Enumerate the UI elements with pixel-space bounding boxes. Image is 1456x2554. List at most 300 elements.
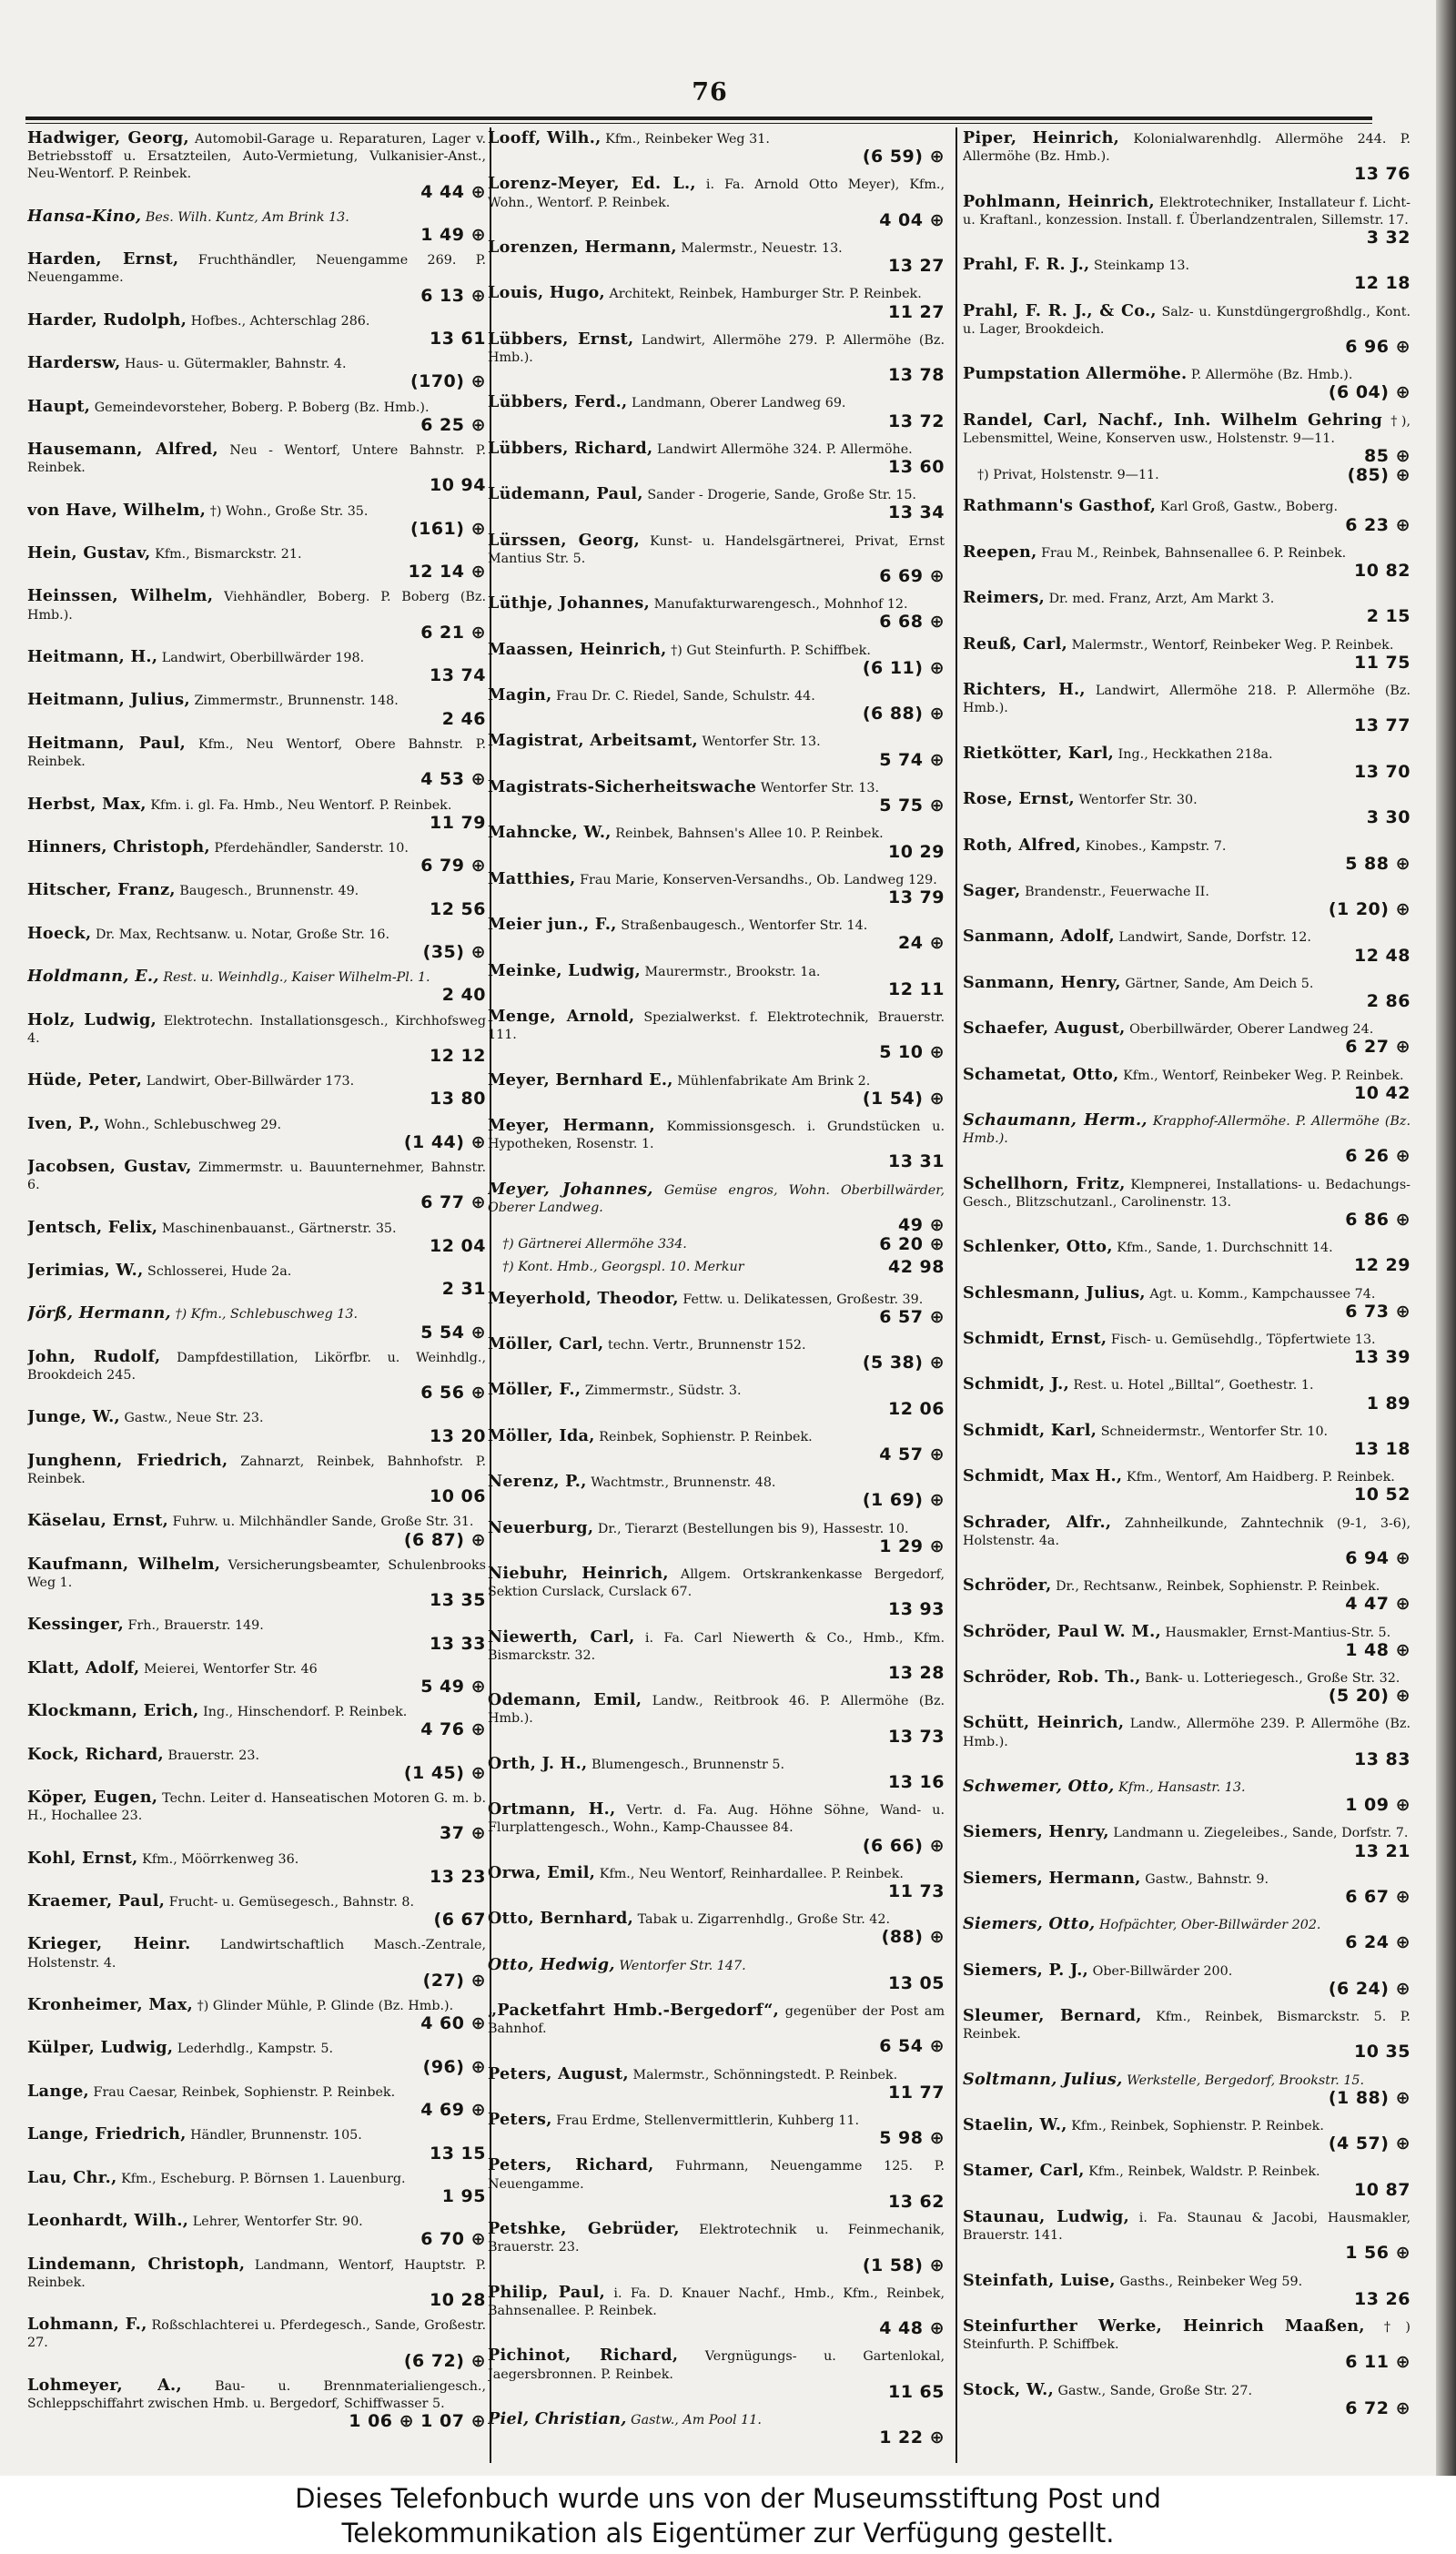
- entry-phone: 5 74 ⊕: [879, 749, 945, 770]
- directory-entry: [27, 925, 486, 968]
- entry-name: Lohmeyer, A.,: [27, 2375, 182, 2395]
- entry-name: Hüde, Peter,: [27, 1070, 143, 1090]
- entry-name: Lüthje, Johannes,: [488, 593, 651, 613]
- entry-phone: 6 70 ⊕: [420, 2229, 486, 2250]
- entry-phone: (6 72) ⊕: [403, 2350, 486, 2371]
- entry-name: Rose, Ernst,: [963, 789, 1075, 809]
- entry-name: Leonhardt, Wilh.,: [27, 2211, 189, 2231]
- entry-phone: (170) ⊕: [410, 371, 486, 392]
- entry-phone: 6 72 ⊕: [1345, 2397, 1410, 2418]
- entry-details: Lehrer, Wentorfer Str. 90.: [192, 2214, 363, 2230]
- entry-phone: 6 96 ⊕: [1345, 337, 1410, 358]
- entry-phone: 1 48 ⊕: [1345, 1639, 1410, 1660]
- directory-entry: [27, 881, 486, 924]
- entry-details: Werkstelle, Bergedorf, Brookstr. 15.: [1127, 2073, 1365, 2088]
- entry-name: Meyer, Hermann,: [488, 1115, 655, 1135]
- entry-phone: 12 14 ⊕: [408, 562, 486, 583]
- entry-name: Siemers, P. J.,: [963, 1960, 1089, 1980]
- entry-phone: 13 15: [430, 2143, 486, 2164]
- directory-entry: [488, 2156, 945, 2220]
- directory-entry: [27, 1408, 486, 1451]
- entry-details: Kolonialwarenhdlg. Allermöhe 244. P. Allermöhe (Bz. Hmb.).: [963, 132, 1410, 165]
- entry-phone: 3 30: [1366, 807, 1410, 828]
- entry-phone: 4 48 ⊕: [879, 2318, 945, 2339]
- entry-name: Siemers, Otto,: [963, 1914, 1096, 1934]
- entry-details: Zahnheilkunde, Zahntechnik (9-1, 3-6), Holstenstr. 4a.: [963, 1515, 1410, 1548]
- entry-phone: 13 26: [1354, 2288, 1410, 2309]
- directory-entry: [27, 502, 486, 544]
- entry-name: Sanmann, Henry,: [963, 972, 1121, 992]
- entry-details: Bau- u. Brennmaterialiengesch., Schleppschiffahrt zwischen Hmb. u. Bergedorf, Schiffwasser 5.: [27, 2378, 486, 2411]
- directory-entry: [27, 1219, 486, 1262]
- directory-entry: [488, 2065, 945, 2111]
- entry-phone: 6 79 ⊕: [420, 856, 486, 877]
- entry-phone: 1 06 ⊕ 1 07 ⊕: [349, 2411, 486, 2432]
- entry-details: Gastw., Neue Str. 23.: [124, 1411, 264, 1426]
- directory-entry: [963, 635, 1410, 681]
- entry-name: Lorenz-Meyer, Ed. L.,: [488, 174, 696, 194]
- entry-name: Lüdemann, Paul,: [488, 484, 643, 504]
- entry-details: Straßenbaugesch., Wentorfer Str. 14.: [621, 918, 868, 934]
- entry-name: Kessinger,: [27, 1615, 124, 1635]
- directory-entry: [963, 790, 1410, 836]
- directory-entry: [27, 1348, 486, 1409]
- entry-phone: 4 53 ⊕: [420, 769, 486, 790]
- entry-phone: 6 94 ⊕: [1345, 1548, 1410, 1568]
- entry-details: Landmann, Wentorf, Hauptstr. P. Reinbek.: [27, 2257, 486, 2290]
- entry-details: Gasths., Reinbeker Weg 59.: [1119, 2274, 1303, 2289]
- entry-subline: [488, 1259, 945, 1282]
- directory-entry: [488, 1565, 945, 1628]
- directory-entry: [488, 1519, 945, 1565]
- entry-name: Kronheimer, Max,: [27, 1995, 194, 2015]
- entry-name: Piel, Christian,: [488, 2408, 627, 2428]
- entry-name: John, Rudolf,: [27, 1346, 161, 1366]
- entry-name: Magistrat, Arbeitsamt,: [488, 731, 698, 751]
- entry-details: Zahnarzt, Reinbek, Bahnhofstr. P. Reinbek.: [27, 1454, 486, 1486]
- entry-details: Landwirt, Sande, Dorfstr. 12.: [1118, 930, 1311, 946]
- entry-details: Frau Marie, Konserven-Versandhs., Ob. Landweg 129.: [580, 872, 937, 887]
- entry-details: Fruchthändler, Neuengamme 269. P. Neuengamme.: [27, 253, 486, 286]
- entry-details: Bank- u. Lotteriegesch., Große Str. 32.: [1145, 1671, 1400, 1687]
- entry-phone: 13 76: [1354, 164, 1410, 185]
- entry-details: Viehhändler, Boberg. P. Boberg (Bz. Hmb.).: [27, 590, 486, 623]
- entry-name: Peters, Richard,: [488, 2155, 654, 2175]
- entry-details: Kfm. i. gl. Fa. Hmb., Neu Wentorf. P. Reinbek.: [150, 797, 452, 813]
- entry-phone: 10 82: [1354, 561, 1410, 582]
- entry-details: Fettw. u. Delikatessen, Großestr. 39.: [682, 1292, 924, 1307]
- entry-name: Schmidt, Max H.,: [963, 1466, 1123, 1486]
- entry-name: Lindemann, Christoph,: [27, 2254, 246, 2274]
- entry-phone: 4 76 ⊕: [420, 1719, 486, 1740]
- directory-entry: [488, 1628, 945, 1692]
- directory-entry: [27, 648, 486, 691]
- directory-entry: [27, 1789, 486, 1850]
- directory-entry: [963, 882, 1410, 927]
- entry-phone: 4 57 ⊕: [879, 1444, 945, 1464]
- footer-note: [0, 2476, 1456, 2554]
- entry-name: Piper, Heinrich,: [963, 129, 1120, 147]
- entry-name: Lübbers, Ferd.,: [488, 392, 628, 412]
- entry-phone: 1 56 ⊕: [1345, 2243, 1410, 2264]
- entry-subline: [963, 467, 1410, 490]
- entry-name: Ortmann, H.,: [488, 1799, 616, 1819]
- entry-details: Manufakturwarengesch., Mohnhof 12.: [653, 597, 908, 613]
- entry-phone: 6 24 ⊕: [1345, 1932, 1410, 1953]
- directory-entry: [27, 1115, 486, 1158]
- entry-name: Heitmann, Paul,: [27, 733, 187, 753]
- entry-phone: 10 06: [430, 1486, 486, 1507]
- entry-phone: 6 68 ⊕: [879, 612, 945, 633]
- directory-entry: [963, 256, 1410, 301]
- entry-phone: (6 59) ⊕: [862, 147, 945, 167]
- entry-phone: 4 04 ⊕: [879, 209, 945, 230]
- entry-details: Maurermstr., Brookstr. 1a.: [644, 964, 821, 979]
- footer-line-1: Dieses Telefonbuch wurde uns von der Museumsstiftung Post und: [295, 2483, 1161, 2514]
- entry-details: Zimmermstr., Südstr. 3.: [584, 1383, 742, 1399]
- directory-entry: [27, 2212, 486, 2255]
- entry-name: Petshke, Gebrüder,: [488, 2219, 680, 2239]
- entry-phone: 11 27: [888, 301, 945, 322]
- entry-details: Architekt, Reinbek, Hamburger Str. P. Reinbek.: [609, 287, 922, 302]
- entry-details: Fuhrmann, Neuengamme 125. P. Neuengamme.: [488, 2159, 945, 2192]
- entry-name: Peters, August,: [488, 2063, 629, 2083]
- entry-details: †) Steinfurth. P. Schiffbek.: [963, 2319, 1410, 2353]
- entry-phone: 1 89: [1366, 1393, 1410, 1414]
- entry-details: Landwirt, Allermöhe 218. P. Allermöhe (Bz. Hmb.).: [963, 684, 1410, 716]
- entry-name: Schametat, Otto,: [963, 1064, 1119, 1084]
- entry-phone: 4 69 ⊕: [420, 2100, 486, 2121]
- entry-name: Hitscher, Franz,: [27, 880, 176, 900]
- directory-entry: [488, 393, 945, 439]
- entry-details: Gastw., Sande, Große Str. 27.: [1057, 2383, 1253, 2398]
- directory-entry: [488, 175, 945, 238]
- directory-entry: [27, 1158, 486, 1219]
- directory-entry: [963, 1175, 1410, 1239]
- entry-name: Jerimias, W.,: [27, 1260, 144, 1280]
- directory-entry: [963, 302, 1410, 366]
- entry-details: Reinbek, Sophienstr. P. Reinbek.: [599, 1429, 813, 1444]
- entry-name: Schmidt, Ernst,: [963, 1328, 1107, 1348]
- directory-entry: [27, 1512, 486, 1555]
- entry-name: Magistrats-Sicherheitswache: [488, 776, 757, 796]
- entry-details: Gärtner, Sande, Am Deich 5.: [1125, 976, 1314, 991]
- entry-phone: 13 16: [888, 1772, 945, 1793]
- entry-details: Agt. u. Komm., Kampchaussee 74.: [1149, 1286, 1376, 1302]
- directory-entry: [488, 129, 945, 175]
- directory-entry: [963, 365, 1410, 410]
- entry-phone: (6 24) ⊕: [1328, 1978, 1410, 1999]
- entry-details: Wentorfer Str. 13.: [760, 780, 879, 796]
- entry-details: Landmann u. Ziegeleibes., Sande, Dorfstr. 7.: [1113, 1826, 1409, 1841]
- directory-entry: [488, 1910, 945, 1955]
- directory-entry: [963, 2317, 1410, 2381]
- entry-details: Gastw., Bahnstr. 9.: [1145, 1871, 1269, 1887]
- entry-details: Zimmermstr. u. Bauunternehmer, Bahnstr. 6.: [27, 1160, 486, 1193]
- entry-phone: 5 49 ⊕: [420, 1677, 486, 1698]
- entry-details: Gemüse engros, Wohn. Oberbillwärder, Oberer Landweg.: [488, 1182, 945, 1215]
- entry-name: Schrader, Alfr.,: [963, 1512, 1112, 1532]
- directory-entry: [963, 1467, 1410, 1513]
- entry-details: Frau Caesar, Reinbek, Sophienstr. P. Reinbek.: [93, 2084, 396, 2100]
- directory-entry: [488, 1008, 945, 1071]
- directory-entry: [488, 594, 945, 640]
- entry-phone: (1 58) ⊕: [862, 2255, 945, 2275]
- entry-details: Kinobes., Kampstr. 7.: [1085, 838, 1227, 854]
- entry-details: Karl Groß, Gastw., Boberg.: [1159, 500, 1339, 515]
- entry-name: Schaefer, August,: [963, 1019, 1126, 1039]
- entry-phone: 11 77: [888, 2082, 945, 2103]
- entry-details: Landwirt, Ober-Billwärder 173.: [146, 1074, 355, 1090]
- entry-name: Pohlmann, Heinrich,: [963, 191, 1155, 211]
- entry-details: Dr. med. Franz, Arzt, Am Markt 3.: [1048, 592, 1275, 607]
- entry-name: Looff, Wilh.,: [488, 129, 602, 147]
- directory-entry: [963, 2071, 1410, 2116]
- entry-phone: 2 40: [441, 985, 486, 1006]
- entry-phone: 13 31: [888, 1151, 945, 1172]
- entry-phone: 6 56 ⊕: [420, 1383, 486, 1404]
- entry-name: Soltmann, Julius,: [963, 2069, 1123, 2089]
- directory-entry: [963, 1915, 1410, 1961]
- directory-entry: [963, 1714, 1410, 1778]
- entry-details: Salz- u. Kunstdüngergroßhdlg., Kont. u. Lager, Brookdeich.: [963, 304, 1410, 337]
- entry-phone: 12 04: [430, 1235, 486, 1256]
- directory-entry: [963, 1514, 1410, 1577]
- entry-phone: 13 18: [1354, 1438, 1410, 1459]
- entry-details: Hofpächter, Ober-Billwärder 202.: [1099, 1918, 1321, 1933]
- directory-entry: [963, 1576, 1410, 1622]
- entry-phone: 6 21 ⊕: [420, 622, 486, 643]
- entry-name: Holdmann, E.,: [27, 967, 159, 987]
- directory-entry: [488, 1117, 945, 1181]
- entry-phone: 13 93: [888, 1599, 945, 1620]
- entry-phone: 13 39: [1354, 1347, 1410, 1368]
- entry-details: Frh., Brauerstr. 149.: [127, 1618, 264, 1634]
- entry-phone: 12 56: [430, 898, 486, 919]
- directory-entry: [963, 1623, 1410, 1668]
- entry-details: Malermstr., Neuestr. 13.: [681, 241, 843, 257]
- entry-name: Junghenn, Friedrich,: [27, 1450, 228, 1470]
- entry-name: Siemers, Hermann,: [963, 1868, 1141, 1888]
- entry-name: Köper, Eugen,: [27, 1788, 158, 1808]
- entry-details: Spezialwerkst. f. Elektrotechnik, Brauerstr. 111.: [488, 1009, 945, 1043]
- entry-phone: 6 27 ⊕: [1345, 1037, 1410, 1058]
- entry-details: Kfm., Sande, 1. Durchschnitt 14.: [1117, 1241, 1333, 1256]
- entry-phone: 6 77 ⊕: [420, 1192, 486, 1213]
- entry-details: Kfm., Neu Wentorf, Obere Bahnstr. P. Reinbek.: [27, 736, 486, 770]
- entry-details: Lederhdlg., Kampstr. 5.: [177, 2042, 333, 2057]
- entry-name: Reepen,: [963, 542, 1037, 562]
- entry-phone: 12 12: [430, 1045, 486, 1066]
- entry-name: Staunau, Ludwig,: [963, 2206, 1130, 2226]
- entry-name: Schröder, Rob. Th.,: [963, 1667, 1141, 1687]
- entry-phone: 10 35: [1354, 2042, 1410, 2062]
- entry-name: Staelin, W.,: [963, 2115, 1067, 2135]
- entry-phone: 13 83: [1354, 1748, 1410, 1769]
- entry-name: Junge, W.,: [27, 1407, 120, 1427]
- entry-name: Philip, Paul,: [488, 2282, 606, 2302]
- entry-details: Fuhrw. u. Milchhändler Sande, Große Str. 31.: [172, 1515, 474, 1530]
- directory-entry: [488, 330, 945, 394]
- directory-entry: [963, 745, 1410, 790]
- entry-details: Brauerstr. 23.: [167, 1748, 259, 1763]
- entry-details: Schlosserei, Hude 2a.: [147, 1263, 292, 1279]
- entry-phone: (6 04) ⊕: [1328, 382, 1410, 403]
- directory-entry: [27, 1262, 486, 1304]
- entry-details: Elektrotechniker, Installateur f. Licht- u. Kraftanl., konzession. Install. f. Überlandzentralen, Sillemstr. 17.: [963, 195, 1410, 228]
- entry-details: Pferdehändler, Sanderstr. 10.: [214, 840, 409, 856]
- directory-entry: [27, 2125, 486, 2168]
- entry-name: Schlenker, Otto,: [963, 1237, 1113, 1257]
- entry-phone: 11 79: [430, 812, 486, 833]
- entry-details: Krapphof-Allermöhe. P. Allermöhe (Bz. Hmb.).: [963, 1113, 1410, 1147]
- entry-details: Landwirt, Allermöhe 279. P. Allermöhe (Bz. Hmb.).: [488, 332, 945, 366]
- directory-entry: [27, 1935, 486, 1996]
- entry-details: Kfm., Bismarckstr. 21.: [155, 547, 302, 562]
- entry-phone: 13 80: [430, 1089, 486, 1110]
- entry-details: †) Gut Steinfurth. P. Schiffbek.: [671, 643, 871, 658]
- entry-details: Kfm., Reinbeker Weg 31.: [605, 132, 770, 147]
- entry-details: Wentorfer Str. 30.: [1078, 793, 1198, 808]
- entry-phone: 5 88 ⊕: [1345, 853, 1410, 874]
- directory-column-2: [488, 129, 945, 2461]
- directory-entry: [963, 1668, 1410, 1714]
- directory-entry: [27, 311, 486, 354]
- directory-entry: [963, 1961, 1410, 2007]
- directory-entry: [488, 238, 945, 284]
- directory-entry: [27, 1850, 486, 1892]
- entry-phone: 4 47 ⊕: [1345, 1594, 1410, 1615]
- directory-entry: [488, 1800, 945, 1864]
- entry-name: Maassen, Heinrich,: [488, 639, 667, 659]
- directory-entry: [963, 1330, 1410, 1375]
- entry-name: Lange, Friedrich,: [27, 2124, 187, 2144]
- entry-details: Blumengesch., Brunnenstr 5.: [592, 1757, 785, 1772]
- entry-details: Ober-Billwärder 200.: [1092, 1963, 1233, 1979]
- entry-phone: 13 60: [888, 457, 945, 478]
- directory-column-3: [963, 129, 1410, 2461]
- entry-phone: (6 67: [433, 1910, 486, 1931]
- entry-phone: 10 52: [1354, 1485, 1410, 1505]
- directory-entry: [27, 968, 486, 1010]
- entry-name: Odemann, Emil,: [488, 1690, 642, 1710]
- entry-phone: 12 11: [888, 978, 945, 999]
- directory-entry: [488, 2410, 945, 2456]
- entry-name: Schröder,: [963, 1576, 1052, 1596]
- entry-details: Wentorfer Str. 147.: [619, 1958, 746, 1973]
- entry-name: Steinfurther Werke, Heinrich Maaßen,: [963, 2316, 1365, 2336]
- directory-entry: [963, 2272, 1410, 2317]
- entry-details: Elektrotechn. Installationsgesch., Kirchhofsweg 4.: [27, 1013, 486, 1046]
- entry-details: Brandenstr., Feuerwache II.: [1025, 884, 1209, 899]
- directory-entry: [27, 1556, 486, 1617]
- directory-entry: [27, 691, 486, 734]
- entry-phone: 2 15: [1366, 606, 1410, 627]
- entry-details: Dr. Max, Rechtsanw. u. Notar, Große Str. 16.: [95, 927, 390, 942]
- directory-entry: [27, 441, 486, 502]
- entry-name: Meyerhold, Theodor,: [488, 1288, 679, 1308]
- entry-name: Prahl, F. R. J., & Co.,: [963, 300, 1157, 320]
- subline-text: †) Kont. Hmb., Georgspl. 10. Merkur: [502, 1260, 744, 1275]
- directory-entry: [27, 1996, 486, 2039]
- directory-entry: [488, 2346, 945, 2410]
- entry-phone: 5 54 ⊕: [420, 1322, 486, 1343]
- entry-details: techn. Vertr., Brunnenstr 152.: [607, 1337, 806, 1353]
- entry-phone: (96) ⊕: [422, 2056, 486, 2077]
- header-rule: [25, 117, 1372, 120]
- directory-entry: [488, 2220, 945, 2284]
- directory-entry: [27, 1892, 486, 1935]
- entry-name: Krieger, Heinr.: [27, 1934, 191, 1954]
- entry-name: Heitmann, H.,: [27, 647, 158, 667]
- entry-details: Wachtmstr., Brunnenstr. 48.: [591, 1475, 776, 1491]
- entry-phone: 10 42: [1354, 1082, 1410, 1103]
- entry-phone: 10 94: [430, 475, 486, 496]
- entry-phone: 13 33: [430, 1633, 486, 1654]
- entry-name: Steinfath, Luise,: [963, 2270, 1116, 2290]
- directory-entry: [963, 1019, 1410, 1065]
- entry-phone: (4 57) ⊕: [1328, 2133, 1410, 2154]
- entry-phone: 1 09 ⊕: [1345, 1795, 1410, 1816]
- directory-entry: [963, 1066, 1410, 1111]
- entry-phone: 1 95: [441, 2185, 486, 2206]
- subline-phone: (85) ⊕: [1347, 465, 1410, 486]
- directory-entry: [963, 1375, 1410, 1421]
- directory-entry: [488, 686, 945, 732]
- entry-details: i. Fa. Carl Niewerth & Co., Hmb., Kfm. Bismarckstr. 32.: [488, 1630, 945, 1663]
- directory-entry: [963, 1778, 1410, 1823]
- entry-details: Kommissionsgesch. i. Grundstücken u. Hypotheken, Rosenstr. 1.: [488, 1119, 945, 1152]
- entry-details: Meierei, Wentorfer Str. 46: [144, 1661, 318, 1677]
- directory-entry: [488, 1290, 945, 1335]
- entry-name: Schwemer, Otto,: [963, 1777, 1115, 1797]
- entry-name: Meyer, Johannes,: [488, 1179, 653, 1199]
- entry-phone: (1 44) ⊕: [403, 1131, 486, 1152]
- directory-entry: [488, 1071, 945, 1117]
- entry-name: Reuß, Carl,: [963, 633, 1068, 654]
- directory-entry: [27, 1452, 486, 1513]
- entry-name: Matthies,: [488, 868, 576, 888]
- entry-details: Kfm., Neu Wentorf, Reinhardallee. P. Reinbek.: [599, 1866, 904, 1881]
- directory-entry: [27, 587, 486, 648]
- subline-phone: 42 98: [888, 1257, 945, 1278]
- directory-entry: [27, 129, 486, 208]
- directory-entry: [488, 962, 945, 1008]
- entry-details: Versicherungsbeamter, Schulenbrooks Weg 1.: [27, 1557, 486, 1591]
- directory-entry: [963, 2208, 1410, 2272]
- directory-entry: [488, 641, 945, 686]
- entry-details: Kfm., Möörrkenweg 36.: [142, 1851, 299, 1867]
- directory-entry: [488, 916, 945, 961]
- entry-phone: 13 28: [888, 1663, 945, 1684]
- entry-phone: (27) ⊕: [422, 1970, 486, 1991]
- entry-details: Elektrotechnik u. Feinmechanik, Brauerstr. 23.: [488, 2223, 945, 2255]
- entry-name: Hein, Gustav,: [27, 543, 151, 563]
- directory-entry: [488, 824, 945, 869]
- directory-entry: [488, 1956, 945, 2002]
- entry-details: Frau M., Reinbek, Bahnsenallee 6. P. Reinbek.: [1041, 545, 1347, 561]
- entry-name: Reimers,: [963, 588, 1046, 608]
- entry-details: Oberbillwärder, Oberer Landweg 24.: [1129, 1022, 1374, 1038]
- entry-name: Schlesmann, Julius,: [963, 1282, 1146, 1302]
- directory-entry: [963, 543, 1410, 589]
- entry-details: Roßschlachterei u. Pferdegesch., Sande, Großestr. 27.: [27, 2318, 486, 2351]
- entry-details: Hofbes., Achterschlag 286.: [190, 313, 370, 329]
- entry-phone: 13 79: [888, 887, 945, 907]
- entry-name: Stock, W.,: [963, 2379, 1054, 2399]
- entry-name: Kohl, Ernst,: [27, 1848, 138, 1868]
- entry-details: Kfm., Escheburg. P. Börnsen 1. Lauenburg.: [121, 2171, 406, 2186]
